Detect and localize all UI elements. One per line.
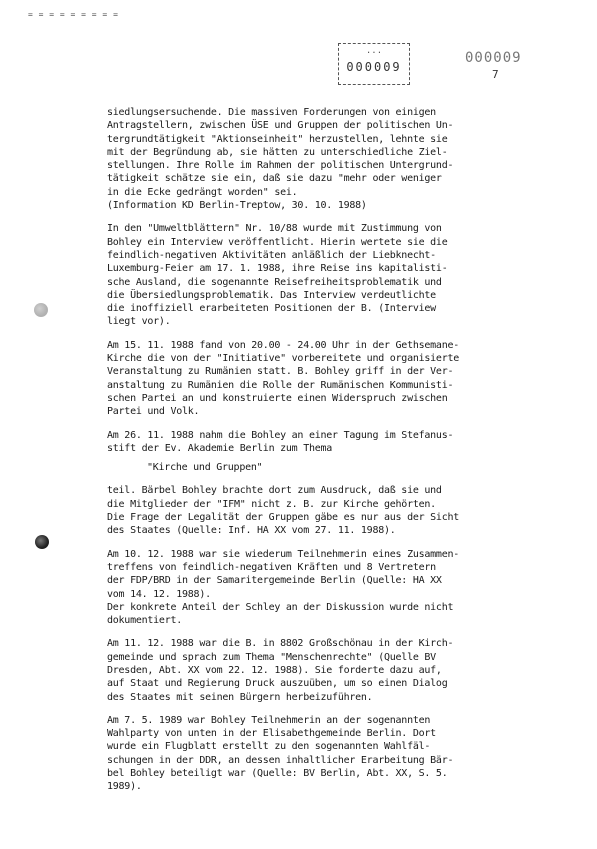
paragraph-1: siedlungsersuchende. Die massiven Forderungen von einigen Antragstellern, zwischen ÜSE und Gruppen der politischen Un- tergrundtätigkeit "Aktionseinheit" herzustellen, lehnte sie mit der Begründung ab, sie hätten zu unterschiedliche Ziel- stellungen. Ihre Rolle im Rahmen der politischen Untergrund- tätigkeit schätze sie ein, daß sie dazu "mehr oder weniger in die Ecke gedrängt worden" sei. (Information KD Berlin-Treptow, 30. 10. 1988) bbox=[107, 107, 454, 212]
paragraph-6: Am 10. 12. 1988 war sie wiederum Teilnehmerin eines Zusammen- treffens von feindlich-negativen Kräften und 8 Vertretern der FDP/BRD in der Samaritergemeinde Berlin (Quelle: HA XX vom 14. 12. 1988). Der konkrete Anteil der Schley an der Diskussion wurde nicht dokumentiert. bbox=[107, 548, 460, 627]
archive-stamp-number: 000009 bbox=[346, 60, 402, 74]
paragraph-7: Am 11. 12. 1988 war die B. in 8802 Großschönau in der Kirch- gemeinde und sprach zum Thema "Menschenrechte" (Quelle BV Dresden, Abt. XX vom 22. 12. 1988). Sie forderte dazu auf, auf Staat und Regierung Druck auszuüben, um so einen Dialog des Staates mit seinen Bürgern herbeizuführen. bbox=[107, 638, 454, 703]
archive-stamp-label: ... bbox=[365, 46, 383, 56]
punch-hole bbox=[35, 535, 49, 549]
paragraph-3: Am 15. 11. 1988 fand von 20.00 - 24.00 Uhr in der Gethsemane- Kirche die von der "Initiative" vorbereitete und organisierte Veranstaltung zu Rumänien statt. B. Bohley griff in der Ver- anstaltung zu Rumänien die Rolle der Rumänischen Kommunisti- schen Partei an und konstruierte einen Widerspruch zwischen Partei und Volk. bbox=[107, 339, 460, 418]
page-number: 7 bbox=[492, 68, 499, 81]
paragraph-topic: "Kirche und Gruppen" bbox=[147, 462, 263, 474]
paragraph-2: In den "Umweltblättern" Nr. 10/88 wurde mit Zustimmung von Bohley ein Interview veröffentlicht. Hierin wertete sie die feindlich-negativen Aktivitäten anläßlich der Liebknecht- Luxemburg-Feier am 17. 1. 1988, ihre Reise ins kapitalisti- sche Ausland, die sogenannte Reisefreiheitsproblematik und die Übersiedlungsproblematik. Das Interview verdeutlichte die inoffiziell erarbeiteten Positionen der B. (Interview liegt vor). bbox=[107, 223, 448, 328]
paragraph-8: Am 7. 5. 1989 war Bohley Teilnehmerin an der sogenannten Wahlparty von unten in der Elisabethgemeinde Berlin. Dort wurde ein Flugblatt erstellt zu den sogenannten Wahlfäl- schungen in der DDR, an dessen inhaltlicher Erarbeitung Bär- bel Bohley beteiligt war (Quelle: BV Berlin, Abt. XX, S. 5. 1989). bbox=[107, 714, 454, 793]
paragraph-4: Am 26. 11. 1988 nahm die Bohley an einer Tagung im Stefanus- stift der Ev. Akademie Berlin zum Thema bbox=[107, 429, 454, 454]
page-stamp-number: 000009 bbox=[465, 50, 522, 66]
body-text bbox=[107, 106, 557, 804]
header-code-line: = = = = = = = = = bbox=[28, 10, 119, 19]
archive-stamp-box bbox=[338, 43, 410, 85]
paragraph-5: teil. Bärbel Bohley brachte dort zum Ausdruck, daß sie und die Mitglieder der "IFM" nicht z. B. zur Kirche gehörten. Die Frage der Legalität der Gruppen gäbe es nur aus der Sicht des Staates (Quelle: Inf. HA XX vom 27. 11. 1988). bbox=[107, 485, 460, 537]
punch-hole bbox=[34, 303, 48, 317]
